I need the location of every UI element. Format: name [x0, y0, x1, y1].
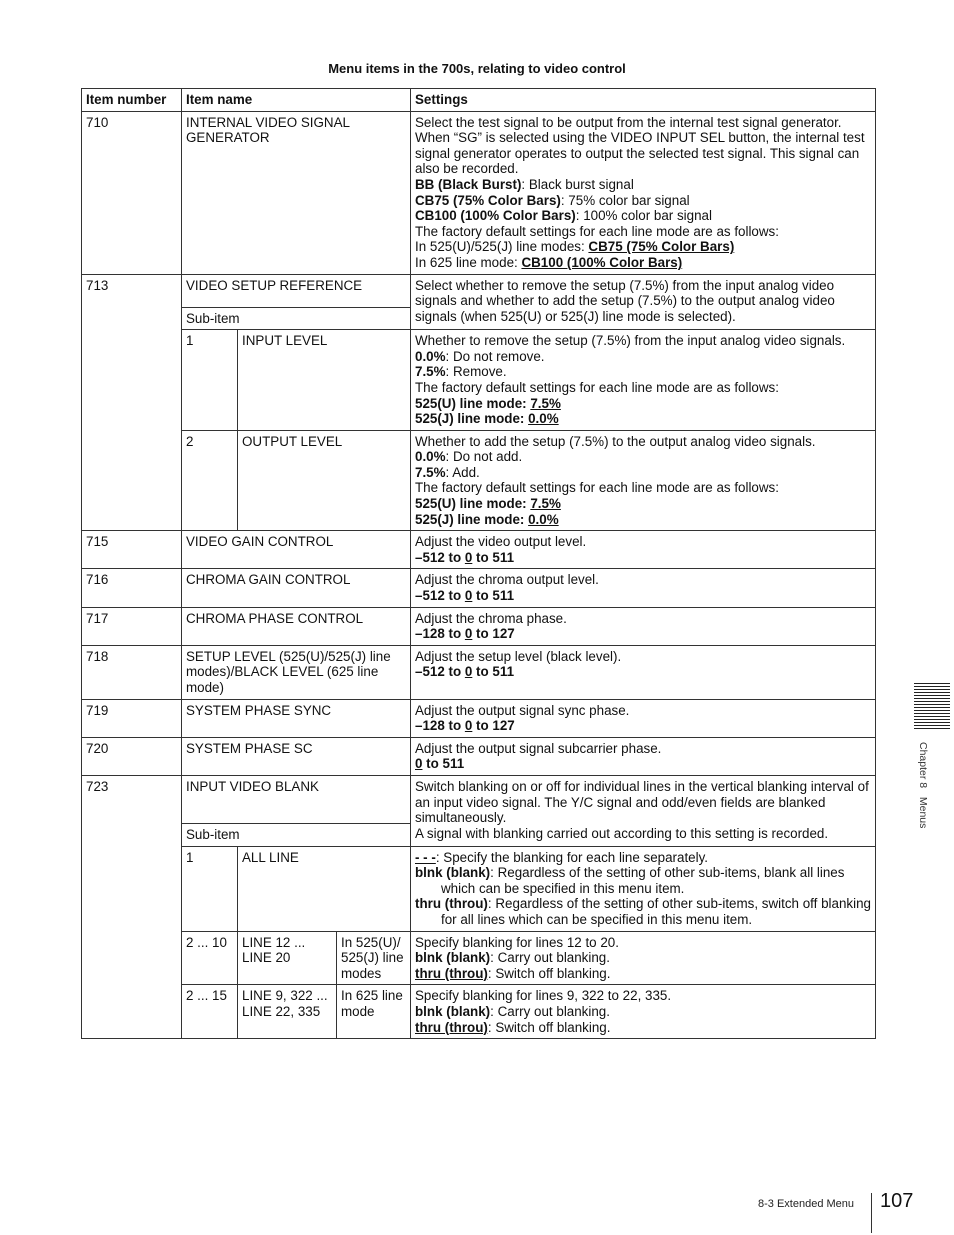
default-525u: 525(U) line mode: 7.5% — [415, 395, 561, 411]
settings-desc: Specify blanking for lines 9, 322 to 22, 335. — [415, 988, 672, 1004]
line-mode: In 625 line mode — [337, 985, 411, 1039]
table-row — [82, 111, 876, 274]
settings-cell — [411, 775, 876, 846]
option-bb: BB (Black Burst): Black burst signal — [415, 176, 634, 192]
item-number: 713 — [82, 274, 182, 531]
factory-default-note: The factory default settings for each line mode are as follows: — [415, 379, 779, 395]
option-blnk: blnk (blank): Carry out blanking. — [415, 950, 610, 966]
item-name: SYSTEM PHASE SYNC — [182, 699, 411, 737]
chapter-side-label: Chapter 8 Menus — [917, 742, 929, 829]
settings-cell: Select whether to remove the setup (7.5%) from the input analog video signals and whether to add the setup (7.5%) to the output analog video signals (when 525(U) or 525(J) line mode is selected). — [411, 274, 876, 330]
settings-desc: Select the test signal to be output from the internal test signal generator. When “SG” is selected using the VIDEO INPUT SEL button, the internal test signal generator operates to output the selected test signal. This signal can also be recorded. — [415, 114, 865, 177]
subitem-row — [82, 430, 876, 531]
menu-items-table — [81, 88, 876, 1039]
table-row — [82, 569, 876, 607]
settings-desc: Adjust the setup level (black level). — [415, 648, 622, 664]
subitem-name: ALL LINE — [238, 846, 411, 931]
subitem-label: Sub-item — [182, 307, 411, 330]
settings-cell — [411, 569, 876, 607]
item-number: 710 — [82, 111, 182, 274]
default-525j: 525(J) line mode: 0.0% — [415, 511, 559, 527]
line-mode: In 525(U)/ 525(J) line modes — [337, 931, 411, 985]
table-row — [82, 645, 876, 699]
settings-note: A signal with blanking carried out according to this setting is recorded. — [415, 825, 829, 841]
settings-cell — [411, 699, 876, 737]
table-row — [82, 737, 876, 775]
subitem-number: 1 — [182, 330, 238, 431]
settings-desc: Adjust the output signal sync phase. — [415, 702, 630, 718]
item-name: VIDEO SETUP REFERENCE — [182, 274, 411, 307]
footer-section: 8-3 Extended Menu — [758, 1198, 855, 1210]
settings-cell — [411, 985, 876, 1039]
subitem-name: OUTPUT LEVEL — [238, 430, 411, 531]
settings-desc: Adjust the video output level. — [415, 534, 587, 550]
subitem-number: 1 — [182, 846, 238, 931]
settings-desc: Whether to remove the setup (7.5%) from the input analog video signals. — [415, 333, 846, 349]
subitem-row — [82, 985, 876, 1039]
item-number: 715 — [82, 531, 182, 569]
table-header-row — [82, 89, 876, 112]
option-7-5: 7.5%: Remove. — [415, 364, 507, 380]
settings-cell — [411, 531, 876, 569]
settings-desc: Adjust the output signal subcarrier phase. — [415, 740, 662, 756]
settings-cell — [411, 737, 876, 775]
option-thru: thru (throu): Switch off blanking. — [415, 1019, 611, 1035]
subitem-name: LINE 9, 322 ... LINE 22, 335 — [238, 985, 337, 1039]
option-0: 0.0%: Do not remove. — [415, 348, 545, 364]
item-name: SETUP LEVEL (525(U)/525(J) line modes)/BLACK LEVEL (625 line mode) — [182, 645, 411, 699]
item-name: INPUT VIDEO BLANK — [182, 775, 411, 823]
settings-cell — [411, 330, 876, 431]
factory-default-note: The factory default settings for each line mode are as follows: — [415, 223, 779, 239]
item-name: SYSTEM PHASE SC — [182, 737, 411, 775]
page-number: 107 — [880, 1190, 914, 1212]
item-number: 720 — [82, 737, 182, 775]
subitem-row — [82, 846, 876, 931]
table-row — [82, 274, 876, 307]
settings-cell — [411, 931, 876, 985]
value-range: –512 to 0 to 511 — [415, 588, 515, 604]
subitem-label: Sub-item — [182, 823, 411, 846]
option-thru: thru (throu): Regardless of the setting of other sub-items, switch off blanking for all lines which can be specified in this menu item. — [415, 896, 871, 927]
subitem-name: INPUT LEVEL — [238, 330, 411, 431]
header-item-number: Item number — [82, 89, 182, 112]
value-range: –128 to 0 to 127 — [415, 626, 515, 642]
header-settings: Settings — [411, 89, 876, 112]
option-thru: thru (throu): Switch off blanking. — [415, 965, 611, 981]
settings-desc: Switch blanking on or off for individual lines in the vertical blanking interval of an input video signal. The Y/C signal and odd/even fields are blanked simultaneously. — [415, 778, 869, 826]
value-range: –512 to 0 to 511 — [415, 664, 515, 680]
option-cb75: CB75 (75% Color Bars): 75% color bar signal — [415, 192, 690, 208]
table-title: Menu items in the 700s, relating to video control — [328, 61, 626, 76]
settings-cell — [411, 846, 876, 931]
item-number: 719 — [82, 699, 182, 737]
value-range: –512 to 0 to 511 — [415, 549, 515, 565]
item-name: CHROMA GAIN CONTROL — [182, 569, 411, 607]
item-number: 723 — [82, 775, 182, 1038]
chapter-tab-marker — [914, 683, 950, 731]
settings-cell — [411, 430, 876, 531]
value-range: –128 to 0 to 127 — [415, 718, 515, 734]
option-0: 0.0%: Do not add. — [415, 449, 523, 465]
table-row — [82, 531, 876, 569]
item-name: CHROMA PHASE CONTROL — [182, 607, 411, 645]
table-row — [82, 699, 876, 737]
table-row — [82, 607, 876, 645]
settings-desc: Specify blanking for lines 12 to 20. — [415, 934, 619, 950]
option-blnk: blnk (blank): Regardless of the setting of other sub-items, blank all lines which can be specified in this menu item. — [415, 865, 845, 896]
subitem-row — [82, 931, 876, 985]
header-item-name: Item name — [182, 89, 411, 112]
subitem-row — [82, 330, 876, 431]
default-525u: 525(U) line mode: 7.5% — [415, 496, 561, 512]
settings-cell — [411, 645, 876, 699]
value-range: 0 to 511 — [415, 756, 465, 772]
default-525: In 525(U)/525(J) line modes: CB75 (75% Color Bars) — [415, 239, 735, 255]
item-number: 717 — [82, 607, 182, 645]
table-row — [82, 775, 876, 823]
option-blnk: blnk (blank): Carry out blanking. — [415, 1003, 610, 1019]
subitem-number: 2 — [182, 430, 238, 531]
settings-desc: Adjust the chroma output level. — [415, 572, 599, 588]
settings-desc: Adjust the chroma phase. — [415, 610, 567, 626]
subitem-name: LINE 12 ... LINE 20 — [238, 931, 337, 985]
settings-desc: Whether to add the setup (7.5%) to the output analog video signals. — [415, 433, 816, 449]
option-dash: - - -: Specify the blanking for each line separately. — [415, 849, 709, 865]
footer-divider — [871, 1193, 872, 1233]
factory-default-note: The factory default settings for each line mode are as follows: — [415, 480, 779, 496]
subitem-number: 2 ... 10 — [182, 931, 238, 985]
option-7-5: 7.5%: Add. — [415, 464, 480, 480]
item-name: INTERNAL VIDEO SIGNAL GENERATOR — [182, 111, 411, 274]
settings-cell — [411, 607, 876, 645]
settings-cell — [411, 111, 876, 274]
option-cb100: CB100 (100% Color Bars): 100% color bar signal — [415, 208, 712, 224]
default-525j: 525(J) line mode: 0.0% — [415, 411, 559, 427]
default-625: In 625 line mode: CB100 (100% Color Bars) — [415, 254, 683, 270]
subitem-number: 2 ... 15 — [182, 985, 238, 1039]
item-name: VIDEO GAIN CONTROL — [182, 531, 411, 569]
item-number: 716 — [82, 569, 182, 607]
item-number: 718 — [82, 645, 182, 699]
